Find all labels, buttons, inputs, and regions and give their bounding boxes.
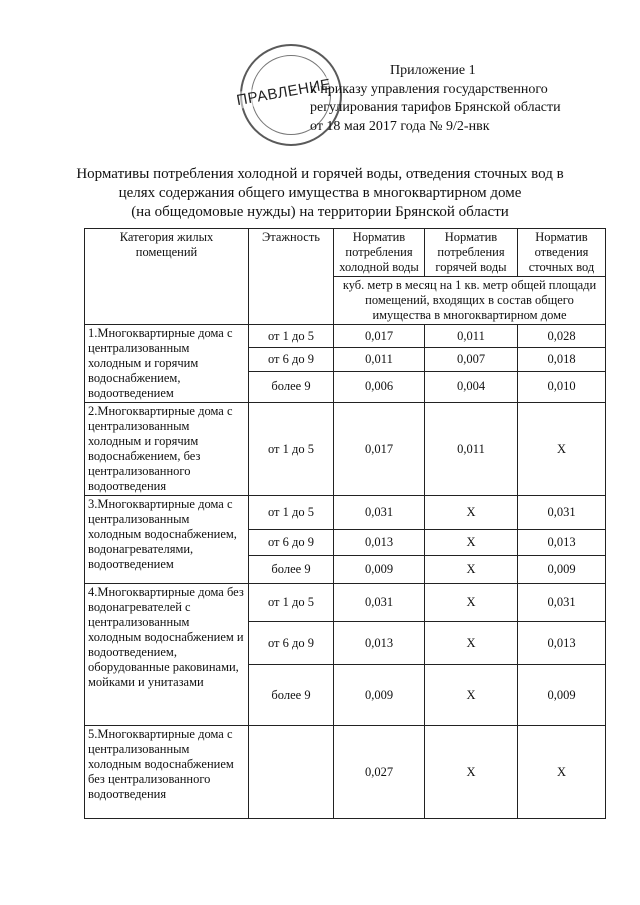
waste-cell: 0,013 [518,622,606,665]
hot-cell: X [425,726,518,819]
waste-cell: 0,009 [518,665,606,726]
floors-cell: от 6 до 9 [249,348,334,371]
header-floors: Этажность [249,229,334,325]
document-title [60,165,580,222]
cold-cell: 0,006 [334,371,425,402]
waste-cell: 0,013 [518,530,606,556]
floors-cell: более 9 [249,665,334,726]
hot-cell: 0,004 [425,371,518,402]
floors-cell: от 6 до 9 [249,622,334,665]
hot-cell: X [425,584,518,622]
floors-cell: от 1 до 5 [249,325,334,348]
table-row [85,584,606,622]
cold-cell: 0,031 [334,584,425,622]
hot-cell: 0,011 [425,325,518,348]
category-cell: 5.Многоквартирные дома с централизованным холодным водоснабжением без централизованного водоотведения [85,726,249,819]
hot-cell: 0,011 [425,403,518,496]
waste-cell: X [518,726,606,819]
table-row [85,403,606,496]
waste-cell: 0,009 [518,556,606,584]
appendix-line-4: от 18 мая 2017 года № 9/2-нвк [310,118,490,134]
cold-cell: 0,009 [334,665,425,726]
table-row [85,325,606,348]
cold-cell: 0,013 [334,530,425,556]
title-line-2: целях содержания общего имущества в многоквартирном доме [118,185,522,201]
title-line-3: (на общедомовые нужды) на территории Брянской области [131,204,509,220]
cold-cell: 0,009 [334,556,425,584]
waste-cell: 0,028 [518,325,606,348]
floors-cell: от 1 до 5 [249,496,334,530]
floors-cell: от 1 до 5 [249,584,334,622]
floors-cell: более 9 [249,556,334,584]
category-cell: 1.Многоквартирные дома с централизованным холодным и горячим водоснабжением, водоотведением [85,325,249,403]
waste-cell: 0,018 [518,348,606,371]
waste-cell: 0,031 [518,584,606,622]
appendix-line-3: регулирования тарифов Брянской области [310,100,561,115]
table-row [85,496,606,530]
hot-cell: X [425,496,518,530]
waste-cell: 0,010 [518,371,606,402]
floors-cell: от 6 до 9 [249,530,334,556]
appendix-line-2: к приказу управления государственного [310,81,548,97]
norms-table [84,228,606,819]
header-wastewater: Норматив отведения сточных вод [518,229,606,277]
appendix-header [310,62,610,136]
floors-cell: более 9 [249,371,334,402]
header-cold-water: Норматив потребления холодной воды [334,229,425,277]
hot-cell: 0,007 [425,348,518,371]
cold-cell: 0,027 [334,726,425,819]
cold-cell: 0,011 [334,348,425,371]
appendix-line-1: Приложение 1 [390,63,476,78]
waste-cell: X [518,403,606,496]
hot-cell: X [425,665,518,726]
category-cell: 4.Многоквартирные дома без водонагревателей с централизованным холодным водоснабжением и водоотведением, оборудованные раковинами, мойками и унитазами [85,584,249,726]
header-category: Категория жилых помещений [85,229,249,325]
cold-cell: 0,017 [334,325,425,348]
waste-cell: 0,031 [518,496,606,530]
stamp-text: ПРАВЛЕНИЕ [235,75,333,110]
cold-cell: 0,031 [334,496,425,530]
floors-cell: от 1 до 5 [249,403,334,496]
hot-cell: X [425,556,518,584]
unit-cell: куб. метр в месяц на 1 кв. метр общей площади помещений, входящих в состав общего имущества в многоквартирном доме [334,277,606,325]
category-cell: 2.Многоквартирные дома с централизованным холодным и горячим водоснабжением, без централизованного водоотведения [85,403,249,496]
cold-cell: 0,013 [334,622,425,665]
header-hot-water: Норматив потребления горячей воды [425,229,518,277]
cold-cell: 0,017 [334,403,425,496]
hot-cell: X [425,530,518,556]
hot-cell: X [425,622,518,665]
title-line-1: Нормативы потребления холодной и горячей воды, отведения сточных вод в [76,166,564,182]
category-cell: 3.Многоквартирные дома с централизованным холодным водоснабжением, водонагревателями, водоотведением [85,496,249,584]
table-row [85,726,606,819]
floors-cell [249,726,334,819]
